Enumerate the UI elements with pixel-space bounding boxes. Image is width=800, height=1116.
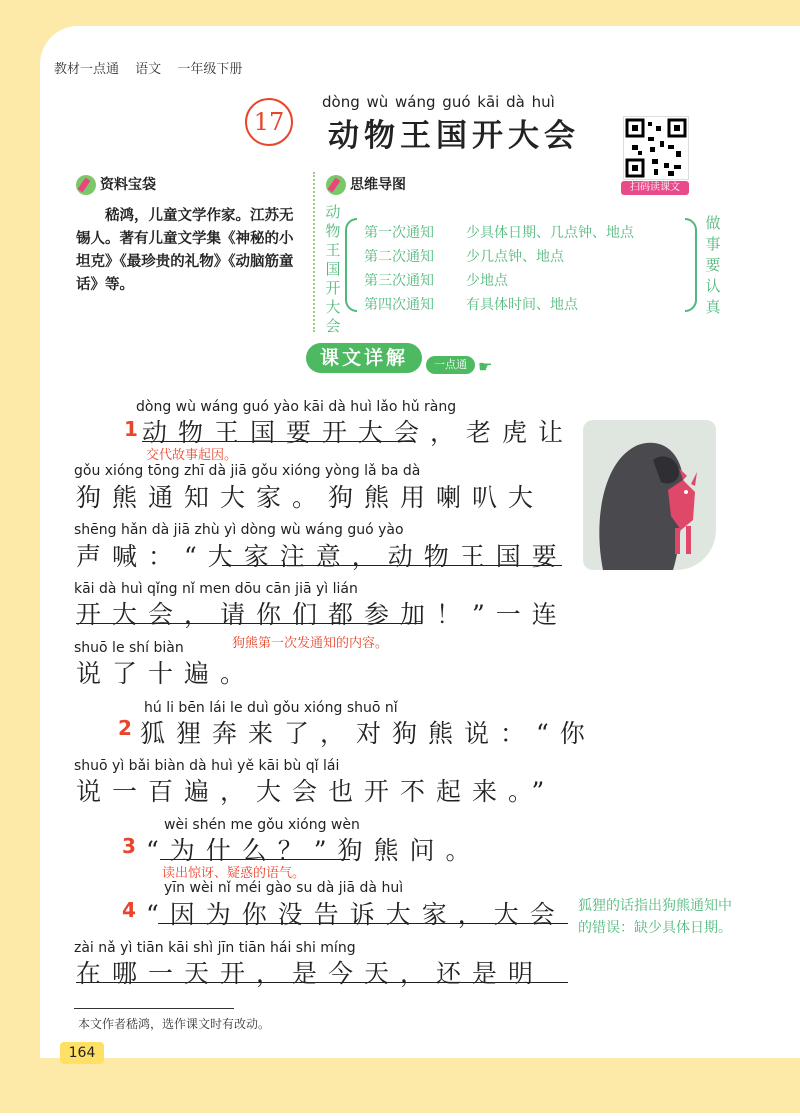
title-pinyin: dòng wù wáng guó kāi dà huì <box>322 93 555 111</box>
underline <box>160 859 350 860</box>
conclusion-char: 做 <box>705 214 721 232</box>
mindmap-conclusion <box>703 213 723 318</box>
mindmap-topic-char: 物 <box>325 222 341 240</box>
line-text: 说一百遍，大会也开不起来。” <box>76 777 556 806</box>
pencil-icon <box>326 175 346 195</box>
page-number: 164 <box>60 1042 104 1064</box>
mindmap-topic-char: 大 <box>325 298 341 316</box>
info-heading <box>76 174 156 195</box>
mindmap-heading-text: 思维导图 <box>350 177 406 193</box>
underline <box>76 623 421 624</box>
paragraph-number: 4 <box>122 898 136 922</box>
line-pinyin: shuō le shí biàn <box>74 640 184 656</box>
mindmap-heading <box>326 174 406 195</box>
line-text: 在哪一天开，是今天，还是明 <box>76 959 545 988</box>
explain-sub: 一点通 <box>426 356 475 374</box>
mindmap-row <box>364 293 634 317</box>
underline <box>76 982 568 983</box>
line-text: 说了十遍。 <box>76 659 257 688</box>
mindmap-topic-char: 会 <box>325 317 341 335</box>
annotation-note: 交代故事起因。 <box>146 448 238 463</box>
paragraph-number: 3 <box>122 834 136 858</box>
conclusion-char: 认 <box>705 277 721 295</box>
notice-label: 第四次通知 <box>364 297 434 313</box>
line-pinyin: shuō yì bǎi biàn dà huì yě kāi bù qǐ lái <box>74 758 340 774</box>
line-pinyin: hú li bēn lái le duì gǒu xióng shuō nǐ <box>144 700 398 716</box>
mindmap-row <box>364 245 634 269</box>
line-pinyin: yīn wèi nǐ méi gào su dà jiā dà huì <box>164 880 404 896</box>
section-divider <box>313 172 315 332</box>
mindmap-topic-char: 国 <box>325 260 341 278</box>
mindmap-topic-char: 开 <box>325 279 341 297</box>
line-text: 狗熊通知大家。狗熊用喇叭大 <box>76 483 545 512</box>
line-pinyin: wèi shén me gǒu xióng wèn <box>164 817 360 833</box>
notice-label: 第二次通知 <box>364 249 434 265</box>
underline <box>142 441 414 442</box>
header-book: 教材一点通 <box>54 62 120 77</box>
notice-detail: 少地点 <box>466 273 508 289</box>
mindmap-topic <box>324 203 342 336</box>
conclusion-char: 要 <box>705 256 721 274</box>
underline <box>222 565 562 566</box>
mindmap-topic-char: 动 <box>325 203 341 221</box>
notice-label: 第一次通知 <box>364 225 434 241</box>
underline <box>158 923 568 924</box>
bear-and-fox-illustration <box>583 420 716 570</box>
explain-badge: 课文详解 <box>306 343 422 373</box>
annotation-note: 读出惊讶、疑惑的语气。 <box>162 866 306 881</box>
pencil-icon <box>76 175 96 195</box>
mindmap-topic-char: 王 <box>325 241 341 259</box>
notice-detail: 少几点钟、地点 <box>466 249 564 265</box>
qr-code-icon[interactable] <box>623 116 689 180</box>
side-note: 狐狸的话指出狗熊通知中的错误：缺少具体日期。 <box>578 898 732 936</box>
page-margin-bottom <box>0 1058 800 1113</box>
conclusion-char: 真 <box>705 298 721 316</box>
line-text: “为什么？”狗熊问。 <box>146 836 482 865</box>
footnote: 本文作者嵇鸿，选作课文时有改动。 <box>78 1017 271 1031</box>
line-pinyin: shēng hǎn dà jiā zhù yì dòng wù wáng guó yào <box>74 522 404 538</box>
line-pinyin: gǒu xióng tōng zhī dà jiā gǒu xióng yòng lǎ ba dà <box>74 463 421 479</box>
line-text: 狐狸奔来了，对狗熊说：“你 <box>140 719 596 748</box>
header-grade: 一年级下册 <box>177 62 243 77</box>
footnote-rule <box>74 1008 234 1009</box>
line-text: 开大会，请你们都参加！”一连 <box>76 600 568 629</box>
notice-detail: 有具体时间、地点 <box>466 297 578 313</box>
qr-label: 扫码读课文 <box>621 181 689 195</box>
running-header <box>54 58 254 77</box>
header-subject: 语文 <box>135 62 162 77</box>
mindmap-row <box>364 221 634 245</box>
mindmap-rows <box>364 221 634 317</box>
mindmap-brace-left <box>345 218 357 312</box>
info-text: 嵇鸿，儿童文学作家。江苏无锡人。著有儿童文学集《神秘的小坦克》《最珍贵的礼物》《动脑筋童话》等。 <box>76 207 294 293</box>
paragraph-number: 1 <box>124 417 138 441</box>
annotation-note: 狗熊第一次发通知的内容。 <box>232 636 389 651</box>
line-pinyin: kāi dà huì qǐng nǐ men dōu cān jiā yì lián <box>74 581 358 597</box>
line-pinyin: dòng wù wáng guó yào kāi dà huì lǎo hǔ ràng <box>136 399 457 415</box>
lesson-number: 17 <box>245 98 293 146</box>
mindmap-row <box>364 269 634 293</box>
mindmap-brace-right <box>685 218 697 312</box>
line-pinyin: zài nǎ yì tiān kāi shì jīn tiān hái shi míng <box>74 940 356 956</box>
line-text: 声喊：“大家注意，动物王国要 <box>76 542 568 571</box>
info-heading-text: 资料宝袋 <box>100 177 156 193</box>
conclusion-char: 事 <box>705 235 721 253</box>
line-text: 动物王国要开大会，老虎让 <box>142 418 575 447</box>
notice-detail: 少具体日期、几点钟、地点 <box>466 225 634 241</box>
lesson-title: 动物王国开大会 <box>328 118 580 154</box>
notice-label: 第三次通知 <box>364 273 434 289</box>
pointing-hand-icon: ☛ <box>478 357 493 376</box>
paragraph-number: 2 <box>118 716 132 740</box>
line-text: “因为你没告诉大家，大会 <box>146 900 566 929</box>
